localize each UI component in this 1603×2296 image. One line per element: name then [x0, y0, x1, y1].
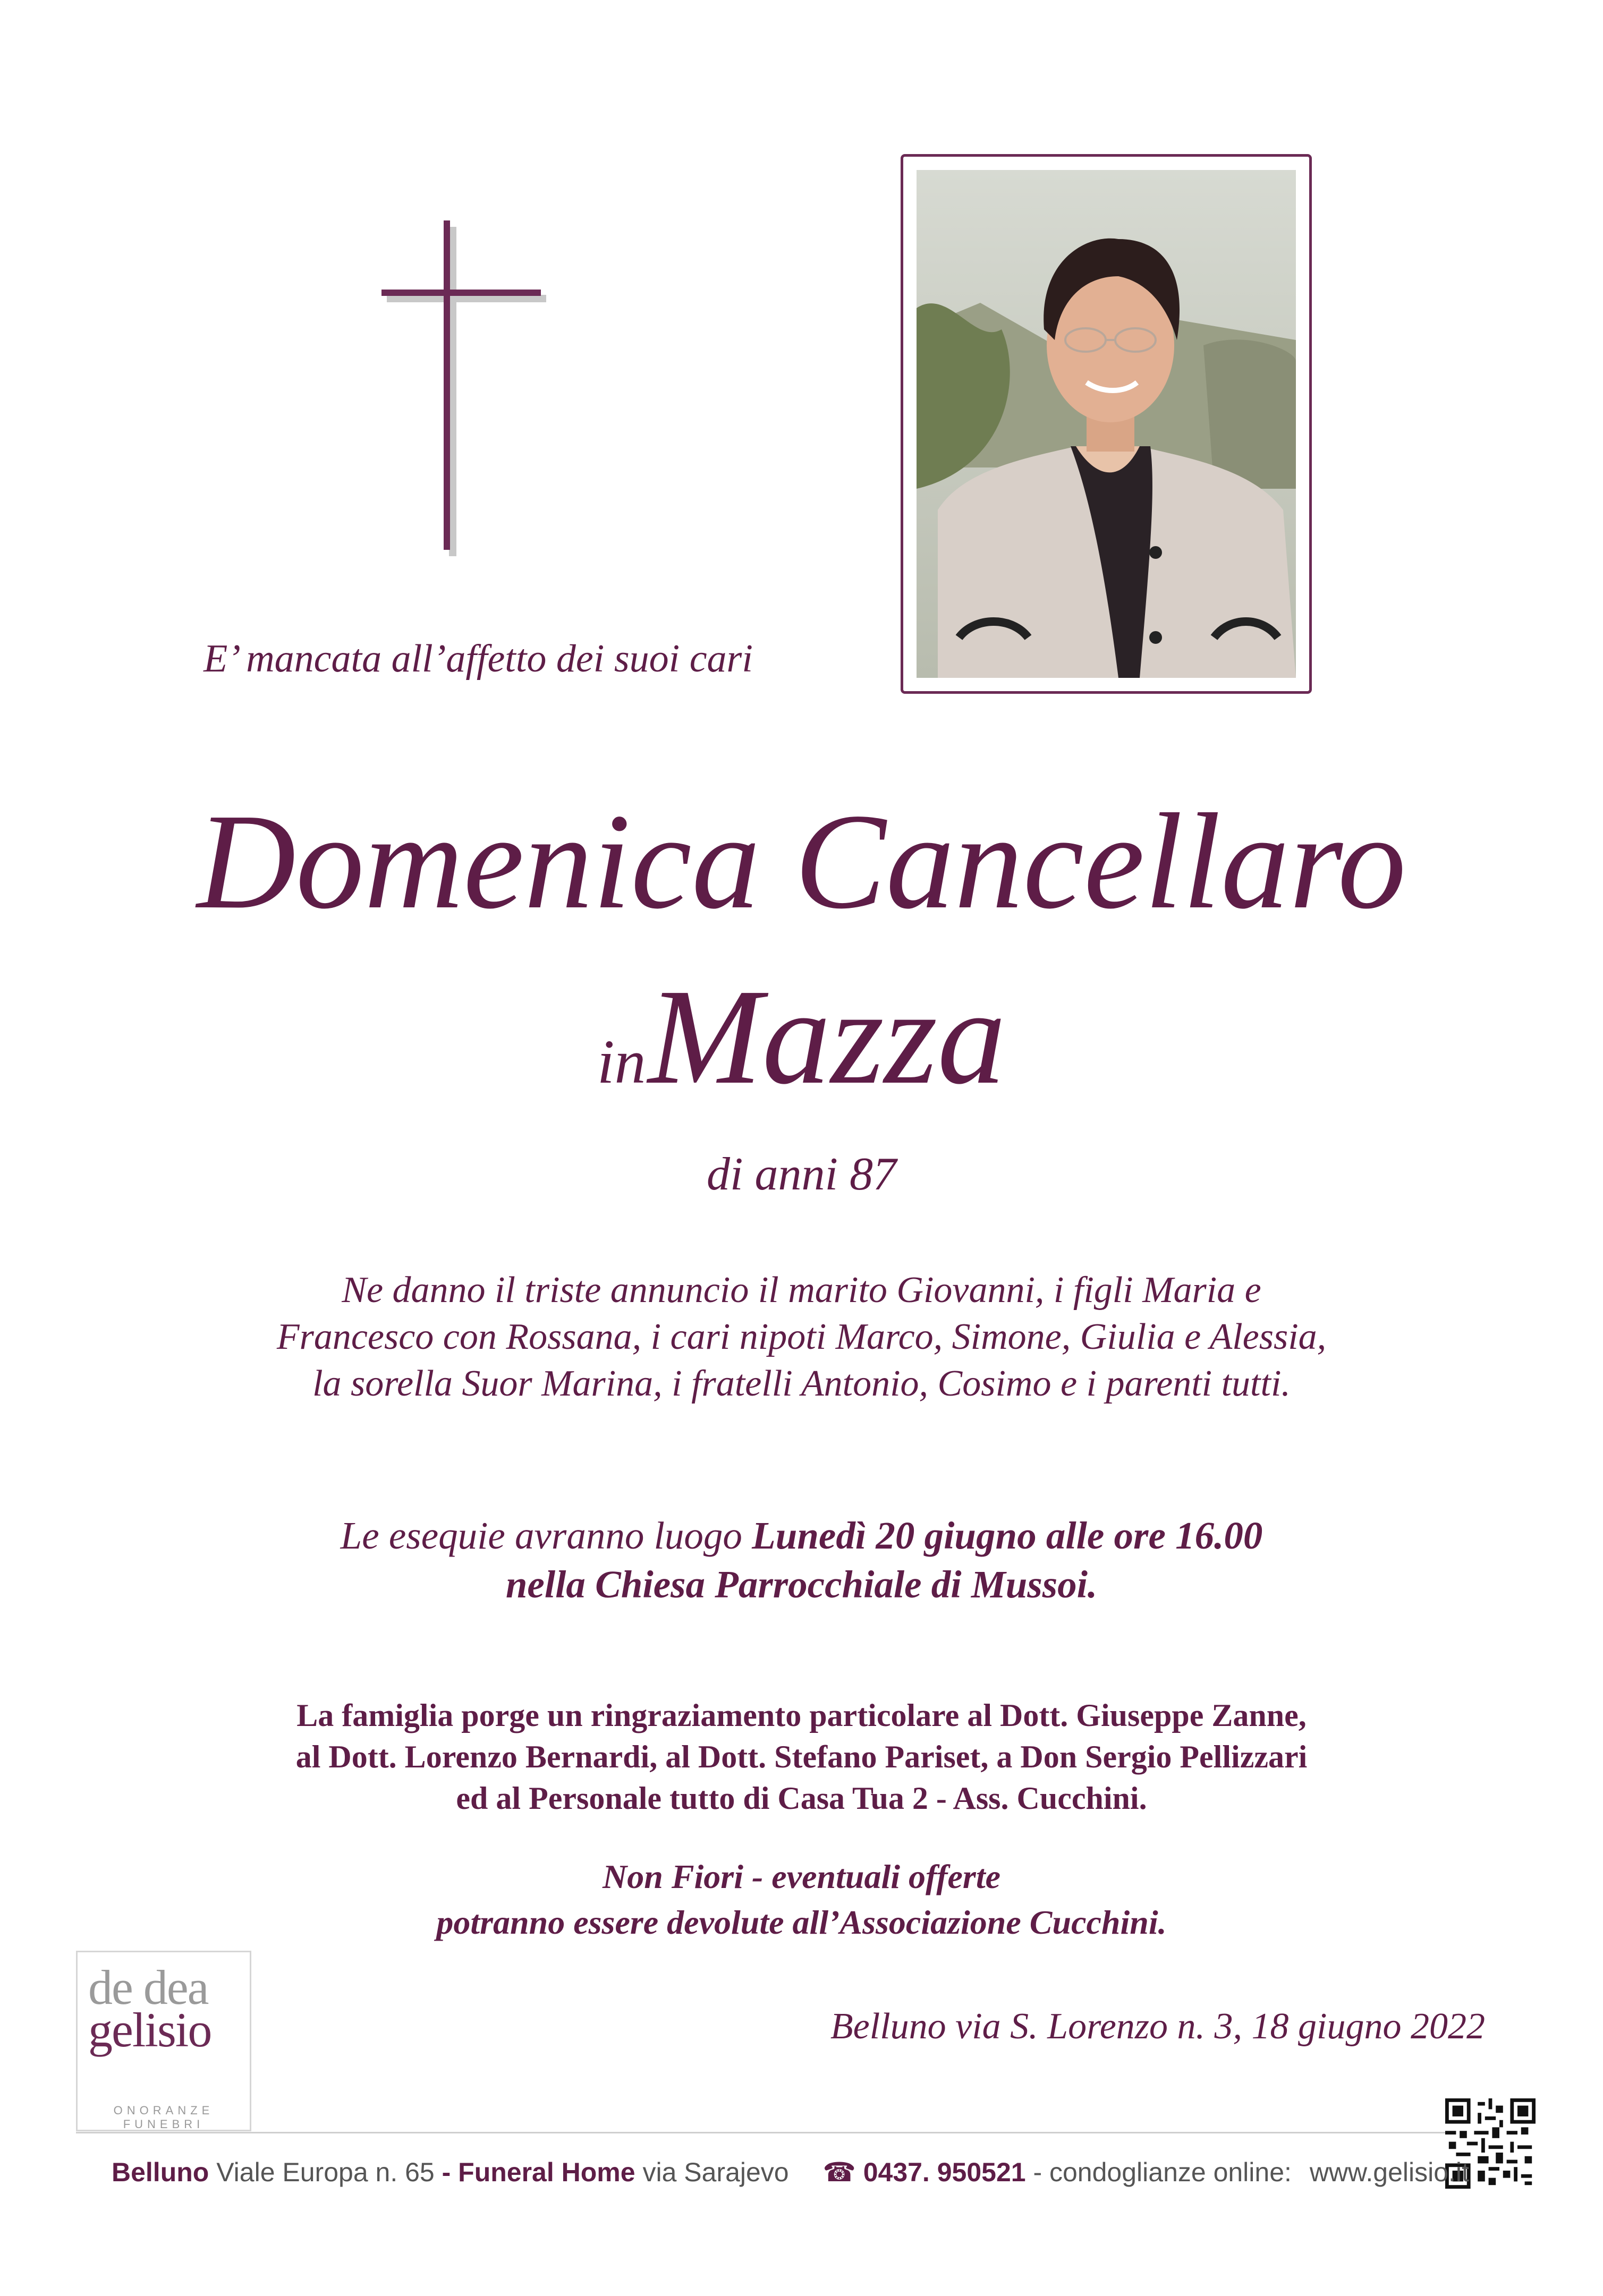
funeral-home-logo	[76, 1951, 251, 2131]
family-announcement	[0, 1267, 1603, 1407]
married-name-line	[0, 962, 1603, 1112]
announcement-line: la sorella Suor Marina, i fratelli Antonio, Cosimo e i parenti tutti.	[312, 1363, 1291, 1404]
announcement-line: Ne danno il triste annuncio il marito Giovanni, i figli Maria e	[342, 1270, 1261, 1311]
deceased-name: Domenica Cancellaro	[197, 785, 1406, 937]
footer-phone[interactable]: 0437. 950521	[863, 2157, 1026, 2187]
footer-contact	[112, 2157, 1469, 2188]
footer-separator: -	[1025, 2157, 1049, 2187]
thanks-line: La famiglia porge un ringraziamento particolare al Dott. Giuseppe Zanne,	[296, 1698, 1307, 1733]
footer-condolences-label: condoglianze online:	[1049, 2157, 1292, 2187]
funeral-intro: Le esequie avranno luogo	[340, 1514, 752, 1557]
footer-separator: -	[442, 2157, 459, 2187]
logo-text-top: de dea	[88, 1960, 208, 2014]
thanks-line: ed al Personale tutto di Casa Tua 2 - Ass. Cucchini.	[456, 1781, 1147, 1816]
logo-text-bottom: gelisio	[88, 2003, 211, 2057]
age-line: di anni 87	[707, 1149, 896, 1200]
thanks-block	[0, 1695, 1603, 1819]
funeral-date-time: Lunedì 20 giugno alle ore 16.00	[752, 1514, 1263, 1557]
married-surname: Mazza	[648, 960, 1006, 1112]
place-and-date: Belluno via S. Lorenzo n. 3, 18 giugno 2022	[830, 2006, 1485, 2047]
footer-city: Belluno	[112, 2157, 209, 2187]
flowers-line: potranno essere devolute all’Associazione Cucchini.	[436, 1903, 1167, 1941]
logo-subtitle: ONORANZE FUNEBRI	[113, 2104, 214, 2131]
name-connector: in	[597, 1027, 646, 1096]
footer-funeral-home: Funeral Home	[458, 2157, 635, 2187]
cross-icon	[377, 215, 553, 560]
footer-address: Viale Europa n. 65	[209, 2157, 442, 2187]
footer-divider	[76, 2132, 1447, 2133]
announcement-line: Francesco con Rossana, i cari nipoti Marco, Simone, Giulia e Alessia,	[276, 1316, 1327, 1357]
thanks-line: al Dott. Lorenzo Bernardi, al Dott. Stefano Pariset, a Don Sergio Pellizzari	[295, 1739, 1308, 1774]
footer-website-link[interactable]: www.gelisio.it	[1309, 2157, 1469, 2187]
portrait-photo	[901, 154, 1312, 694]
phone-icon: ☎	[822, 2157, 856, 2187]
flowers-line: Non Fiori - eventuali offerte	[603, 1858, 1000, 1895]
funeral-details	[0, 1511, 1603, 1609]
funeral-location: nella Chiesa Parrocchiale di Mussoi.	[505, 1563, 1098, 1606]
portrait-image	[917, 170, 1296, 678]
footer-funeral-home-address: via Sarajevo	[635, 2157, 789, 2187]
intro-line: E’ mancata all’affetto dei suoi cari	[203, 637, 753, 681]
no-flowers-note	[0, 1854, 1603, 1945]
